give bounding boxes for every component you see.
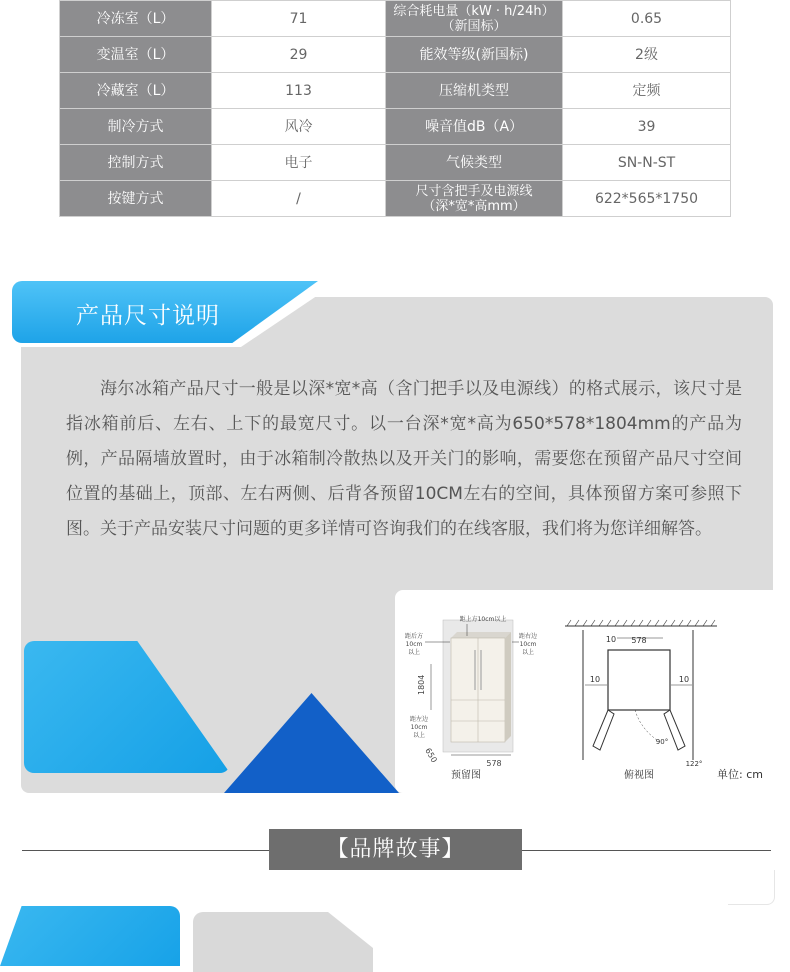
decorative-card-edge <box>728 870 775 905</box>
note-left-3: 以上 <box>412 732 426 739</box>
caption-top: 俯视图 <box>624 770 654 781</box>
divider-right <box>522 850 771 851</box>
spec-label: 控制方式 <box>60 145 212 181</box>
spec-value: SN-N-ST <box>563 145 731 181</box>
note-left-2: 10cm <box>410 724 428 731</box>
spec-label: 综合耗电量（kW · h/24h） （新国标） <box>386 1 563 37</box>
note-right-3: 以上 <box>521 649 535 656</box>
table-row <box>60 109 731 145</box>
note-right-1: 距右边 <box>518 633 538 640</box>
spec-table <box>59 0 731 217</box>
spec-label: 压缩机类型 <box>386 73 563 109</box>
angle-open: 122° <box>685 760 703 768</box>
note-top: 距上方10cm以上 <box>459 616 507 623</box>
fridge-top <box>451 632 511 638</box>
fridge-side <box>505 632 511 742</box>
caption-front: 预留图 <box>451 770 481 781</box>
spec-value: 0.65 <box>563 1 731 37</box>
spec-value: 622*565*1750 <box>563 181 731 217</box>
divider-left <box>22 850 269 851</box>
install-diagram <box>395 590 773 793</box>
section-title: 产品尺寸说明 <box>76 303 220 329</box>
note-back-1: 距后方 <box>404 633 424 640</box>
fridge-top-view <box>608 650 670 710</box>
spec-label: 能效等级(新国标) <box>386 37 563 73</box>
spec-value: / <box>212 181 386 217</box>
spec-label: 冷冻室（L） <box>60 1 212 37</box>
note-right-2: 10cm <box>519 641 537 648</box>
spec-value: 定频 <box>563 73 731 109</box>
table-row <box>60 145 731 181</box>
spec-value: 39 <box>563 109 731 145</box>
spec-value: 29 <box>212 37 386 73</box>
spec-value: 风冷 <box>212 109 386 145</box>
dim-height: 1804 <box>417 674 426 695</box>
note-left-1: 距左边 <box>409 716 429 723</box>
dim-gap-top: 10 <box>605 635 617 644</box>
table-row <box>60 1 731 37</box>
table-row <box>60 37 731 73</box>
dim-gap-left: 10 <box>589 675 601 684</box>
size-description: 海尔冰箱产品尺寸一般是以深*宽*高（含门把手以及电源线）的格式展示，该尺寸是指冰箱前后、左右、上下的最宽尺寸。以一台深*宽*高为650*578*1804mm的产品为例，产品隔墙放置时，由于冰箱制冷散热以及开关门的影响，需要您在预留产品尺寸空间位置的基础上，顶部、左右两侧、后背各预留10CM左右的空间，具体预留方案可参照下图。关于产品安装尺寸问题的更多详情可咨询我们的在线客服，我们将为您详细解答。 <box>66 379 742 539</box>
dim-depth: 650 <box>423 746 439 765</box>
spec-value: 113 <box>212 73 386 109</box>
spec-label: 噪音值dB（A） <box>386 109 563 145</box>
spec-label: 尺寸含把手及电源线 （深*宽*高mm） <box>386 181 563 217</box>
dim-width-front: 578 <box>486 759 502 768</box>
dim-width-top: 578 <box>631 636 647 645</box>
spec-label: 气候类型 <box>386 145 563 181</box>
spec-label: 冷藏室（L） <box>60 73 212 109</box>
spec-label: 变温室（L） <box>60 37 212 73</box>
table-row <box>60 73 731 109</box>
door-left <box>593 710 614 750</box>
spec-value: 电子 <box>212 145 386 181</box>
table-row <box>60 181 731 217</box>
dim-gap-right: 10 <box>678 675 690 684</box>
note-back-3: 以上 <box>407 649 421 656</box>
decorative-grey-card <box>193 912 373 972</box>
unit-label: 单位: cm <box>717 768 763 781</box>
brand-story-title: 【品牌故事】 <box>269 829 522 870</box>
spec-label: 制冷方式 <box>60 109 212 145</box>
angle-door: 90° <box>655 738 669 746</box>
decorative-blue-card <box>0 906 180 966</box>
spec-label: 按键方式 <box>60 181 212 217</box>
spec-value: 2级 <box>563 37 731 73</box>
spec-value: 71 <box>212 1 386 37</box>
note-back-2: 10cm <box>405 641 423 648</box>
